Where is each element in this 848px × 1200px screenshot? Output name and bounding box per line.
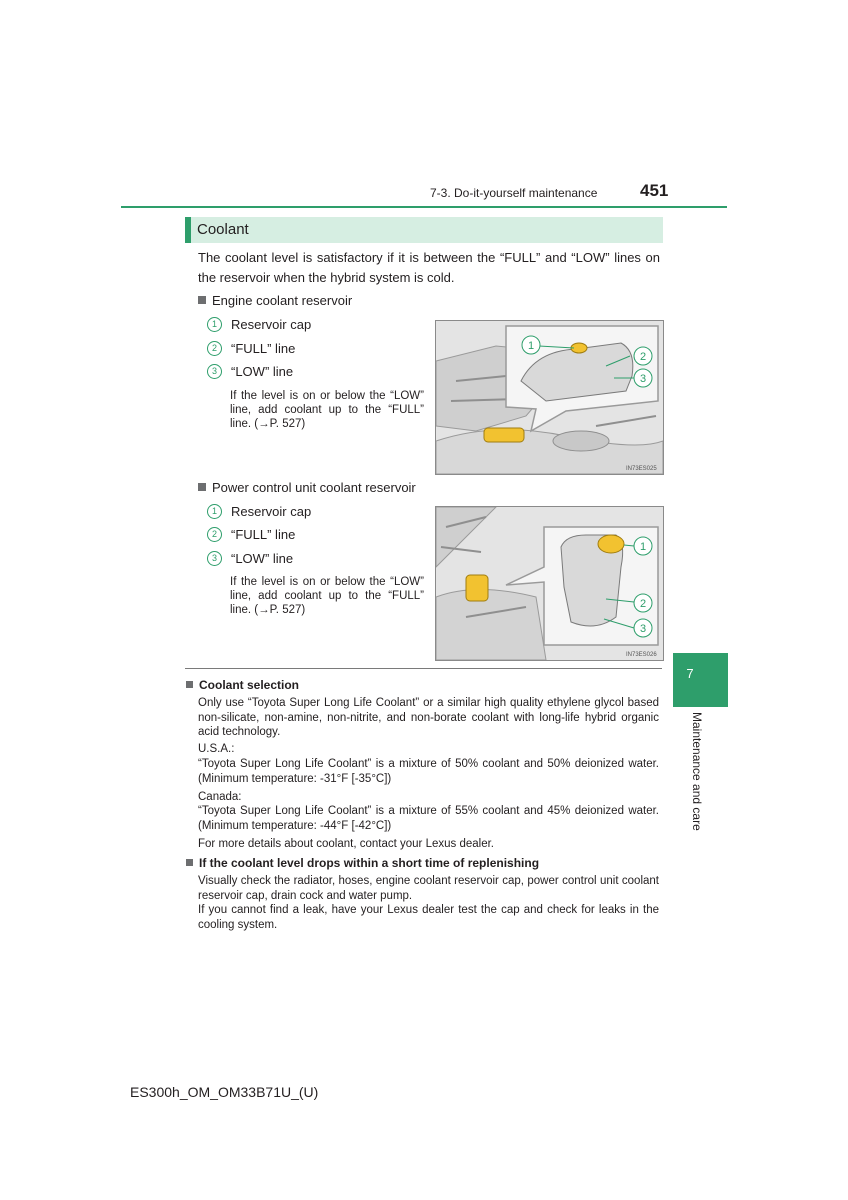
engine-item-2 — [207, 341, 295, 356]
canada-text: “Toyota Super Long Life Coolant” is a mixture of 55% coolant and 45% deionized water. (Minimum temperature: -44°F [-42°C]) — [198, 805, 659, 832]
pcu-figure-code: IN73ES026 — [626, 652, 657, 658]
level-drops-heading — [186, 856, 539, 870]
more-details: For more details about coolant, contact your Lexus dealer. — [198, 838, 494, 850]
callout-number-icon: 1 — [207, 317, 222, 332]
coolant-selection-heading-text: Coolant selection — [199, 678, 300, 692]
level-drops-heading-text: If the coolant level drops within a short time of replenishing — [199, 856, 540, 870]
callout-number-icon: 3 — [207, 551, 222, 566]
coolant-selection-heading — [186, 678, 299, 692]
pcu-item-label: “FULL” line — [231, 527, 296, 542]
pcu-engine-bay-illustration — [436, 507, 663, 660]
pcu-reservoir-heading-text: Power control unit coolant reservoir — [212, 480, 416, 495]
engine-reservoir-note: If the level is on or below the “LOW” line, add coolant up to the “FULL” line. (→P. 527) — [230, 390, 424, 430]
level-drops-body-1: Visually check the radiator, hoses, engine coolant reservoir cap, power control unit coolant reservoir cap, drain cock and water pump. — [198, 875, 659, 902]
engine-item-1 — [207, 317, 311, 332]
section-heading-coolant — [185, 217, 663, 243]
pcu-figure-callout-3: 3 — [639, 623, 647, 635]
usa-label: U.S.A.: — [198, 743, 235, 755]
engine-reservoir-heading — [198, 293, 352, 308]
engine-bay-illustration — [436, 321, 663, 474]
coolant-intro: The coolant level is satisfactory if it is between the “FULL” and “LOW” lines on the reservoir when the hybrid system is cold. — [198, 250, 660, 285]
bullet-square-icon — [198, 483, 206, 491]
engine-figure-callout-1: 1 — [527, 340, 535, 352]
chapter-number: 7 — [686, 666, 694, 681]
callout-number-icon: 2 — [207, 341, 222, 356]
header-rule — [121, 206, 727, 208]
engine-item-label: “LOW” line — [231, 364, 294, 379]
pcu-item-label: “LOW” line — [231, 551, 294, 566]
bullet-square-icon — [186, 681, 193, 688]
pcu-item-3 — [207, 551, 293, 566]
pcu-item-label: Reservoir cap — [231, 504, 312, 519]
bullet-square-icon — [186, 859, 193, 866]
callout-number-icon: 3 — [207, 364, 222, 379]
engine-figure-callout-2: 2 — [639, 351, 647, 363]
pcu-item-2 — [207, 527, 295, 542]
engine-reservoir-figure — [435, 320, 664, 475]
engine-item-3 — [207, 364, 293, 379]
section-divider — [185, 668, 662, 669]
pcu-reservoir-figure — [435, 506, 664, 661]
pcu-reservoir-heading — [198, 480, 416, 495]
engine-figure-callout-3: 3 — [639, 373, 647, 385]
running-header-section: 7-3. Do-it-yourself maintenance — [430, 186, 598, 200]
section-title: Coolant — [197, 221, 249, 238]
heading-accent-stripe — [185, 217, 191, 243]
usa-text: “Toyota Super Long Life Coolant” is a mixture of 50% coolant and 50% deionized water. (Minimum temperature: -31°F [-35°C]) — [198, 758, 659, 785]
chapter-label: Maintenance and care — [690, 712, 704, 831]
pcu-figure-callout-1: 1 — [639, 541, 647, 553]
engine-item-label: “FULL” line — [231, 341, 296, 356]
level-drops-body-2: If you cannot find a leak, have your Lexus dealer test the cap and check for leaks in the cooling system. — [198, 904, 659, 931]
coolant-selection-body: Only use “Toyota Super Long Life Coolant” or a similar high quality ethylene glycol based non-silicate, non-amine, non-nitrite, and non-borate coolant with long-life hybrid organic acid technology. — [198, 697, 659, 738]
canada-label: Canada: — [198, 791, 242, 803]
pcu-figure-callout-2: 2 — [639, 598, 647, 610]
engine-reservoir-heading-text: Engine coolant reservoir — [212, 293, 353, 308]
document-code: ES300h_OM_OM33B71U_(U) — [130, 1084, 319, 1100]
pcu-item-1 — [207, 504, 311, 519]
callout-number-icon: 1 — [207, 504, 222, 519]
bullet-square-icon — [198, 296, 206, 304]
pcu-reservoir-note: If the level is on or below the “LOW” line, add coolant up to the “FULL” line. (→P. 527) — [230, 576, 424, 616]
callout-number-icon: 2 — [207, 527, 222, 542]
engine-figure-code: IN73ES025 — [626, 466, 657, 472]
engine-item-label: Reservoir cap — [231, 317, 312, 332]
page-number: 451 — [640, 181, 669, 200]
